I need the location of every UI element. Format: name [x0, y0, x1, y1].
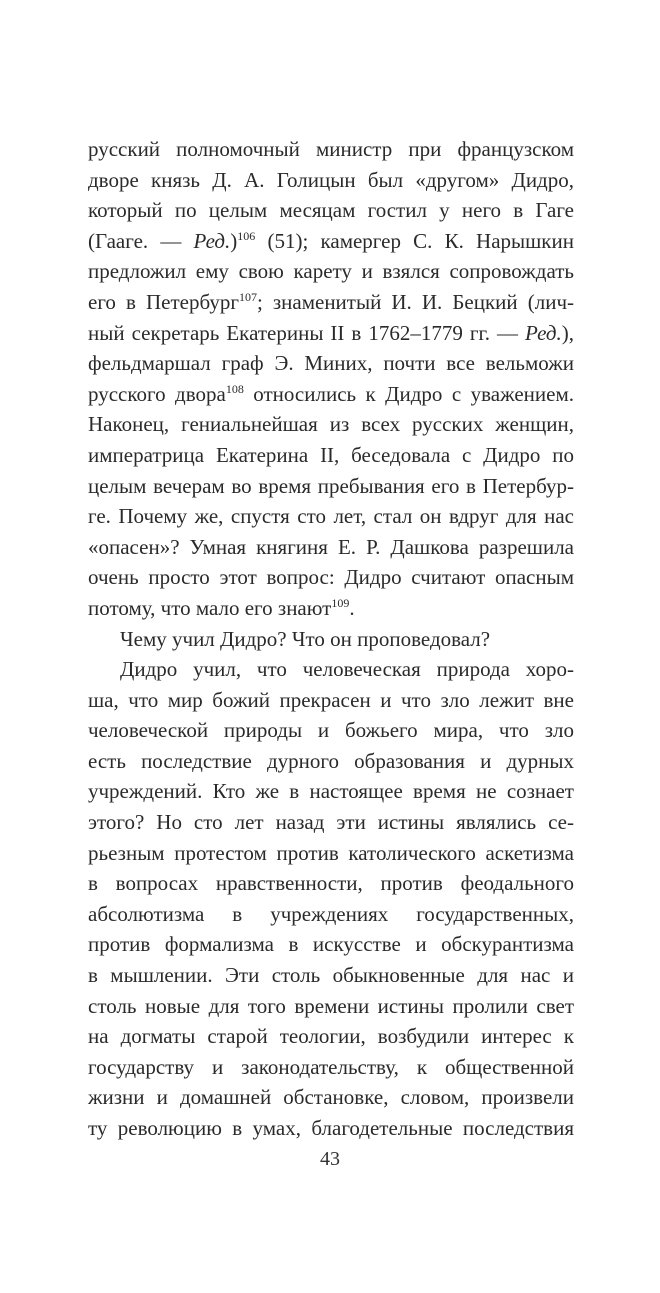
line-text: в вопросах нравственности, против феодального [88, 871, 574, 896]
line-text: очень просто этот вопрос: Дидро считают опасным [88, 565, 574, 590]
text-line [88, 654, 574, 685]
text-line [88, 1113, 574, 1144]
line-text: ; знаменитый И. И. Бецкий (лич- [256, 289, 574, 314]
line-text: . [349, 595, 355, 620]
line-text: столь новые для того времени истины пролили свет [88, 993, 574, 1018]
line-text: против формализма в искусстве и обскурантизма [88, 932, 574, 957]
text-line [88, 165, 574, 196]
line-text: этого? Но сто лет назад эти истины являлись се- [88, 810, 574, 835]
line-text: (51); камергер С. К. Нарышкин [255, 228, 574, 253]
text-line [88, 1052, 574, 1083]
body-text [88, 134, 574, 1144]
text-line [88, 440, 574, 471]
text-line [88, 991, 574, 1022]
line-text: государству и законодательству, к общественной [88, 1054, 574, 1079]
text-line [88, 318, 574, 349]
text-line [88, 838, 574, 869]
text-line [88, 593, 574, 624]
text-line [88, 409, 574, 440]
text-line [88, 379, 574, 410]
footnote-ref[interactable]: 109 [331, 595, 350, 610]
line-text: относились к Дидро с уважением. [243, 381, 574, 406]
text-line [88, 960, 574, 991]
text-line [88, 195, 574, 226]
editor-note: Ред. [193, 228, 231, 253]
line-text: предложил ему свою карету и взялся сопровождать [88, 259, 574, 284]
text-line [88, 715, 574, 746]
line-text: дворе князь Д. А. Голицын был «другом» Дидро, [88, 167, 574, 192]
line-text: «опасен»? Умная княгиня Е. Р. Дашкова разрешила [88, 534, 574, 559]
line-text: ) [230, 228, 238, 253]
footnote-ref[interactable]: 107 [238, 289, 257, 304]
line-text: ша, что мир божий прекрасен и что зло лежит вне [88, 687, 574, 712]
line-text: целым вечерам во время пребывания его в Петербур- [88, 473, 574, 498]
line-text: в мышлении. Эти столь обыкновенные для нас и [88, 963, 574, 988]
line-text: императрица Екатерина II, беседовала с Дидро по [88, 442, 574, 467]
line-text: ный секретарь Екатерины II в 1762–1779 гг. — [88, 320, 525, 345]
line-text: русский полномочный министр при французском [88, 137, 574, 161]
text-line [88, 134, 574, 165]
text-line [88, 501, 574, 532]
line-text: на догматы старой теологии, возбудили интерес к [88, 1024, 574, 1049]
text-line [88, 287, 574, 318]
line-text: абсолютизма в учреждениях государственных, [88, 901, 574, 926]
line-text: фельдмаршал граф Э. Миних, почти все вельможи [88, 351, 574, 376]
text-line [88, 807, 574, 838]
line-text: Дидро учил, что человеческая природа хоро- [120, 657, 574, 682]
line-text: учреждений. Кто же в настоящее время не сознает [88, 779, 574, 804]
text-line [88, 1021, 574, 1052]
text-line [88, 776, 574, 807]
line-text: рьезным протестом против католического аскетизма [88, 840, 574, 865]
line-text: ге. Почему же, спустя сто лет, стал он вдруг для нас [88, 504, 574, 529]
page-number: 43 [320, 1148, 340, 1170]
editor-note: Ред. [525, 320, 562, 345]
text-line [88, 1082, 574, 1113]
line-text: ), [561, 320, 574, 345]
line-text: Наконец, гениальнейшая из всех русских женщин, [88, 412, 574, 437]
footnote-ref[interactable]: 108 [225, 381, 244, 396]
line-text: жизни и домашней обстановке, словом, произвели [88, 1085, 574, 1110]
line-text: человеческой природы и божьего мира, что зло [88, 718, 574, 743]
line-text: ту революцию в умах, благодетельные последствия [88, 1116, 574, 1140]
text-line [88, 899, 574, 930]
text-line [88, 348, 574, 379]
text-line [88, 624, 574, 655]
line-text: потому, что мало его знают [88, 595, 332, 620]
line-text: который по целым месяцам гостил у него в Гаге [88, 198, 574, 223]
text-line [88, 256, 574, 287]
text-line [88, 562, 574, 593]
text-line [88, 471, 574, 502]
line-text: (Гааге. — [88, 228, 194, 253]
line-text: русского двора [88, 381, 226, 406]
line-text: есть последствие дурного образования и дурных [88, 748, 574, 773]
text-line [88, 532, 574, 563]
text-line [88, 929, 574, 960]
line-text: его в Петербург [88, 289, 239, 314]
footnote-ref[interactable]: 106 [237, 228, 256, 243]
text-line [88, 685, 574, 716]
line-text: Чему учил Дидро? Что он проповедовал? [120, 626, 491, 651]
text-line [88, 868, 574, 899]
text-line [88, 226, 574, 257]
text-line [88, 746, 574, 777]
